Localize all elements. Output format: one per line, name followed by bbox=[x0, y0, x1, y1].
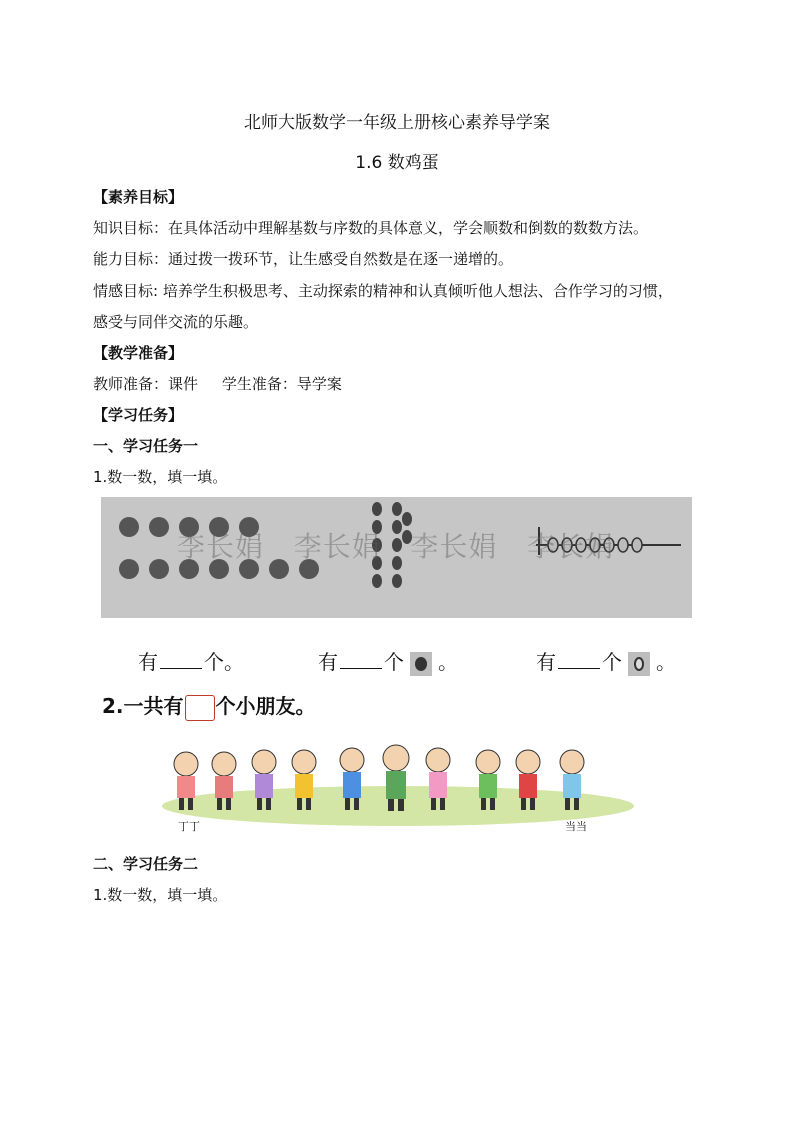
task1-question-1: 1.数一数，填一填。 bbox=[93, 468, 228, 486]
lesson-title: 1.6 数鸡蛋 bbox=[355, 153, 439, 173]
name-dingding: 丁丁 bbox=[178, 820, 200, 833]
fill-prefix: 有 bbox=[536, 650, 556, 674]
goal-knowledge: 知识目标：在具体活动中理解基数与序数的具体意义，学会顺数和倒数的数数方法。 bbox=[93, 219, 649, 237]
fill-suffix: 个。 bbox=[204, 650, 244, 674]
fill-period: 。 bbox=[656, 650, 676, 674]
task2-question-1: 1.数一数，填一填。 bbox=[93, 886, 228, 904]
task2-heading: 二、学习任务二 bbox=[93, 855, 199, 873]
answer-blank[interactable] bbox=[160, 650, 202, 669]
name-dangdang: 当当 bbox=[565, 820, 587, 833]
fill-item-beads bbox=[318, 646, 458, 676]
fill-item-masks bbox=[138, 646, 244, 675]
answer-box[interactable] bbox=[185, 695, 215, 721]
fill-prefix: 有 bbox=[138, 650, 158, 674]
goal-emotion-line-2: 感受与同伴交流的乐趣。 bbox=[93, 313, 259, 331]
fill-unit: 个 bbox=[602, 650, 622, 674]
task1-heading: 一、学习任务一 bbox=[93, 437, 199, 455]
answer-blank[interactable] bbox=[340, 650, 382, 669]
doc-title: 北师大版数学一年级上册核心素养导学案 bbox=[244, 113, 550, 133]
counting-photo bbox=[101, 497, 692, 618]
fill-unit: 个 bbox=[384, 650, 404, 674]
question-2-suffix: 个小朋友。 bbox=[215, 694, 316, 718]
watermark: 李长娟 李长娟 李长娟 李长娟 bbox=[177, 530, 615, 563]
question-2 bbox=[102, 690, 316, 721]
goals-heading: 【素养目标】 bbox=[93, 188, 184, 206]
goal-ability: 能力目标：通过拨一拨环节，让生感受自然数是在逐一递增的。 bbox=[93, 250, 514, 268]
answer-blank[interactable] bbox=[558, 650, 600, 669]
fill-prefix: 有 bbox=[318, 650, 338, 674]
goal-emotion-line-1: 情感目标: 培养学生积极思考、主动探索的精神和认真倾听他人想法、合作学习的习惯， bbox=[93, 282, 673, 300]
prep-heading: 【教学准备】 bbox=[93, 344, 184, 362]
bead-icon bbox=[410, 652, 432, 676]
fill-period: 。 bbox=[438, 650, 458, 674]
task-heading: 【学习任务】 bbox=[93, 406, 184, 424]
prep-line: 教师准备：课件 学生准备：导学案 bbox=[93, 375, 342, 393]
abacus-bead-icon bbox=[628, 652, 650, 676]
question-2-prefix: 2.一共有 bbox=[102, 694, 184, 718]
fill-item-abacus bbox=[536, 646, 676, 676]
